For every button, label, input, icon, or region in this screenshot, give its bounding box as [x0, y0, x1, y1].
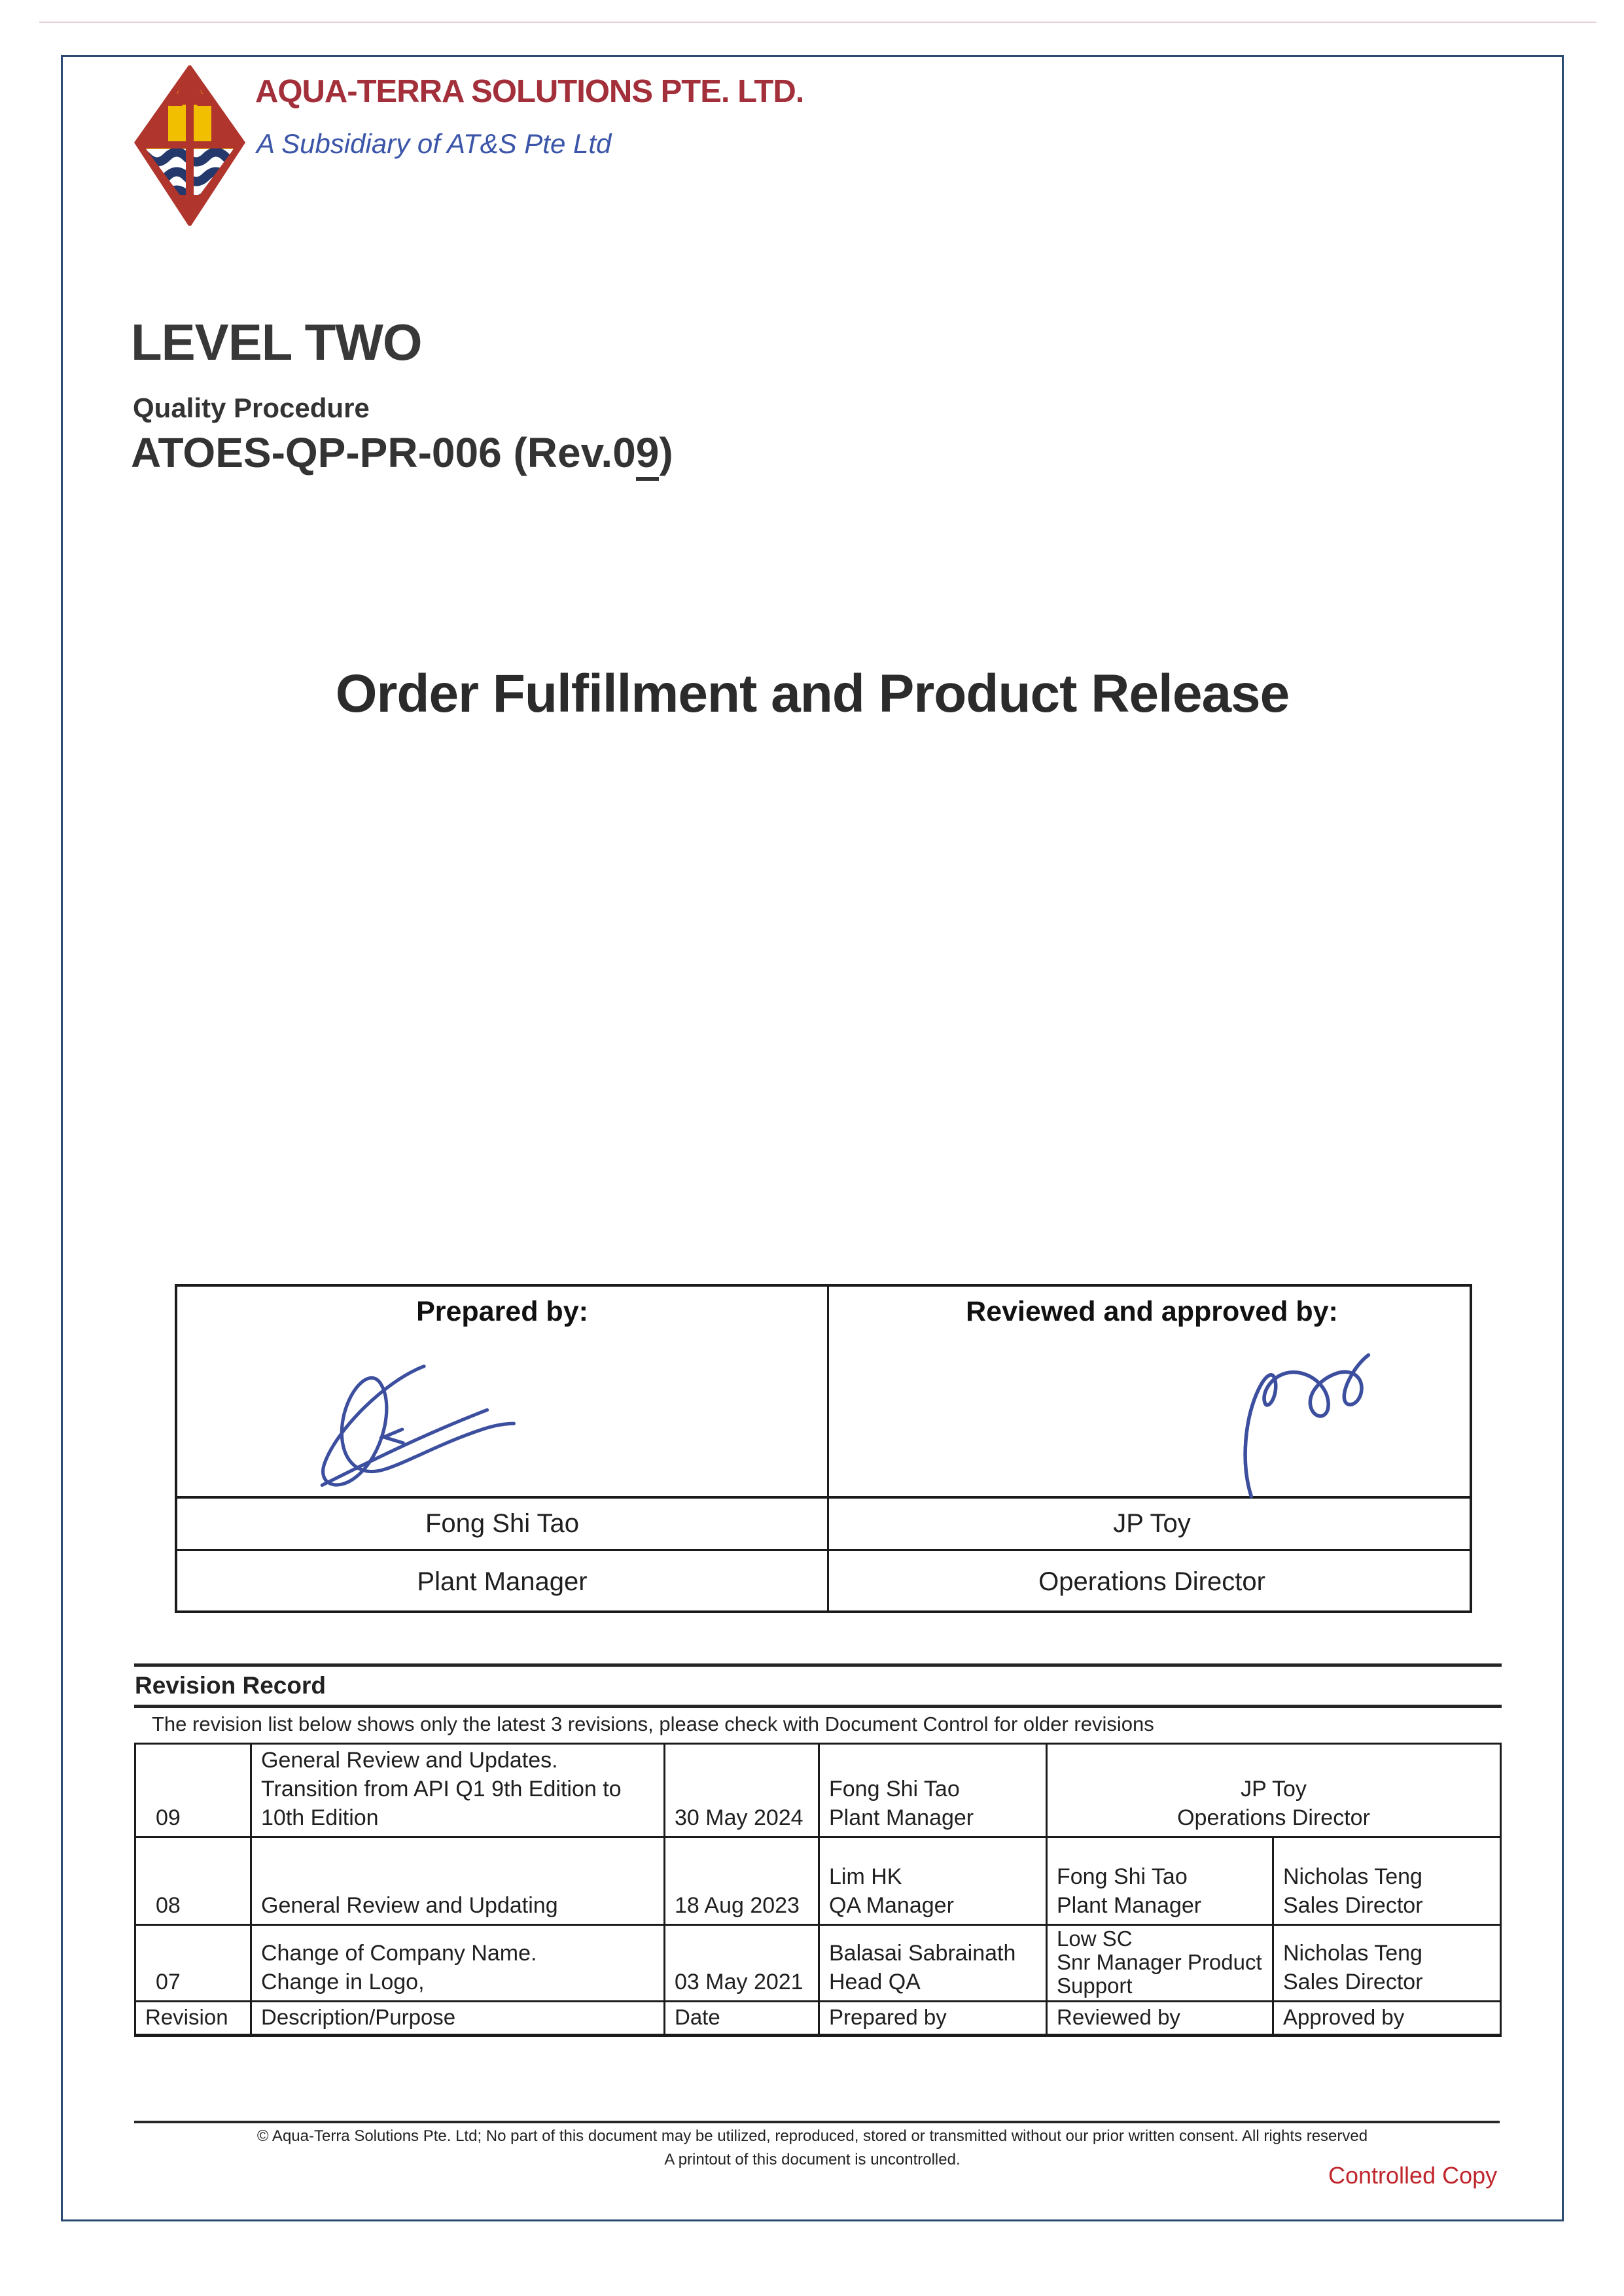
- revision-column-header: Description/Purpose: [251, 2002, 665, 2036]
- revision-description: General Review and Updating: [251, 1837, 665, 1925]
- doc-number-suffix: ): [659, 429, 673, 476]
- approval-table: [175, 1284, 1472, 1613]
- reviewed-by-name: JP Toy: [1113, 1509, 1191, 1538]
- revision-description: General Review and Updates. Transition from API Q1 9th Edition to 10th Edition: [251, 1744, 665, 1837]
- revision-table: [134, 1743, 1502, 2037]
- prepared-by-header: Prepared by:: [416, 1296, 588, 1327]
- revision-column-header: Prepared by: [819, 2002, 1047, 2036]
- revision-record-note: The revision list below shows only the latest 3 revisions, please check with Document Control for older revisions: [152, 1713, 1154, 1735]
- doc-number-rev-digit: 9: [636, 429, 660, 481]
- footer-rule: [134, 2121, 1500, 2123]
- revision-record-heading: Revision Record: [135, 1672, 326, 1699]
- doc-category: Quality Procedure: [133, 392, 370, 423]
- revision-number: 07: [135, 1925, 251, 2002]
- revision-approved-by: Nicholas Teng Sales Director: [1273, 1925, 1501, 2002]
- revision-reviewed-approved-by: JP Toy Operations Director: [1047, 1744, 1501, 1837]
- revision-date: 03 May 2021: [665, 1925, 819, 2002]
- revision-column-header: Date: [665, 2002, 819, 2036]
- revision-column-header: Approved by: [1273, 2002, 1501, 2036]
- revision-prepared-by: Balasai Sabrainath Head QA: [819, 1925, 1047, 2002]
- company-name: AQUA-TERRA SOLUTIONS PTE. LTD.: [255, 74, 804, 109]
- revision-reviewed-by: Low SC Snr Manager Product Support: [1047, 1925, 1273, 2002]
- revision-header-row: [135, 2002, 1501, 2036]
- revision-description: Change of Company Name. Change in Logo,: [251, 1925, 665, 2002]
- revision-record-rule-top: [134, 1663, 1502, 1667]
- revision-record-rule-bottom: [134, 1705, 1502, 1708]
- prepared-by-name: Fong Shi Tao: [425, 1509, 579, 1538]
- doc-level: LEVEL TWO: [131, 313, 422, 371]
- reviewed-by-signature: [1193, 1344, 1409, 1505]
- controlled-copy-stamp: Controlled Copy: [1328, 2162, 1498, 2189]
- revision-column-header: Reviewed by: [1047, 2002, 1273, 2036]
- revision-prepared-by: Fong Shi Tao Plant Manager: [819, 1744, 1047, 1837]
- prepared-by-role: Plant Manager: [417, 1567, 588, 1596]
- revision-column-header: Revision: [135, 2002, 251, 2036]
- scan-artifact-line: [39, 22, 1597, 23]
- company-subsidiary: A Subsidiary of AT&S Pte Ltd: [256, 128, 612, 159]
- revision-row-09: [135, 1744, 1501, 1837]
- doc-number-prefix: ATOES-QP-PR-006 (Rev.0: [131, 429, 636, 476]
- revision-date: 18 Aug 2023: [665, 1837, 819, 1925]
- prepared-by-signature: [249, 1347, 550, 1501]
- revision-row-07: [135, 1925, 1501, 2002]
- footer-copyright: © Aqua-Terra Solutions Pte. Ltd; No part of this document may be utilized, reproduced, stored or transmitted without our prior written consent. All rights reserved: [256, 2127, 1368, 2145]
- revision-row-08: [135, 1837, 1501, 1925]
- revision-date: 30 May 2024: [665, 1744, 819, 1837]
- revision-approved-by: Nicholas Teng Sales Director: [1273, 1837, 1501, 1925]
- footer-printout-note: A printout of this document is uncontrolled.: [664, 2151, 961, 2168]
- company-logo-icon: [134, 65, 245, 226]
- document-title: Order Fulfillment and Product Release: [335, 664, 1290, 723]
- revision-number: 08: [135, 1837, 251, 1925]
- revision-reviewed-by: Fong Shi Tao Plant Manager: [1047, 1837, 1273, 1925]
- revision-number: 09: [135, 1744, 251, 1837]
- doc-number: [131, 428, 673, 477]
- revision-prepared-by: Lim HK QA Manager: [819, 1837, 1047, 1925]
- reviewed-by-header: Reviewed and approved by:: [966, 1296, 1338, 1327]
- reviewed-by-role: Operations Director: [1038, 1567, 1265, 1596]
